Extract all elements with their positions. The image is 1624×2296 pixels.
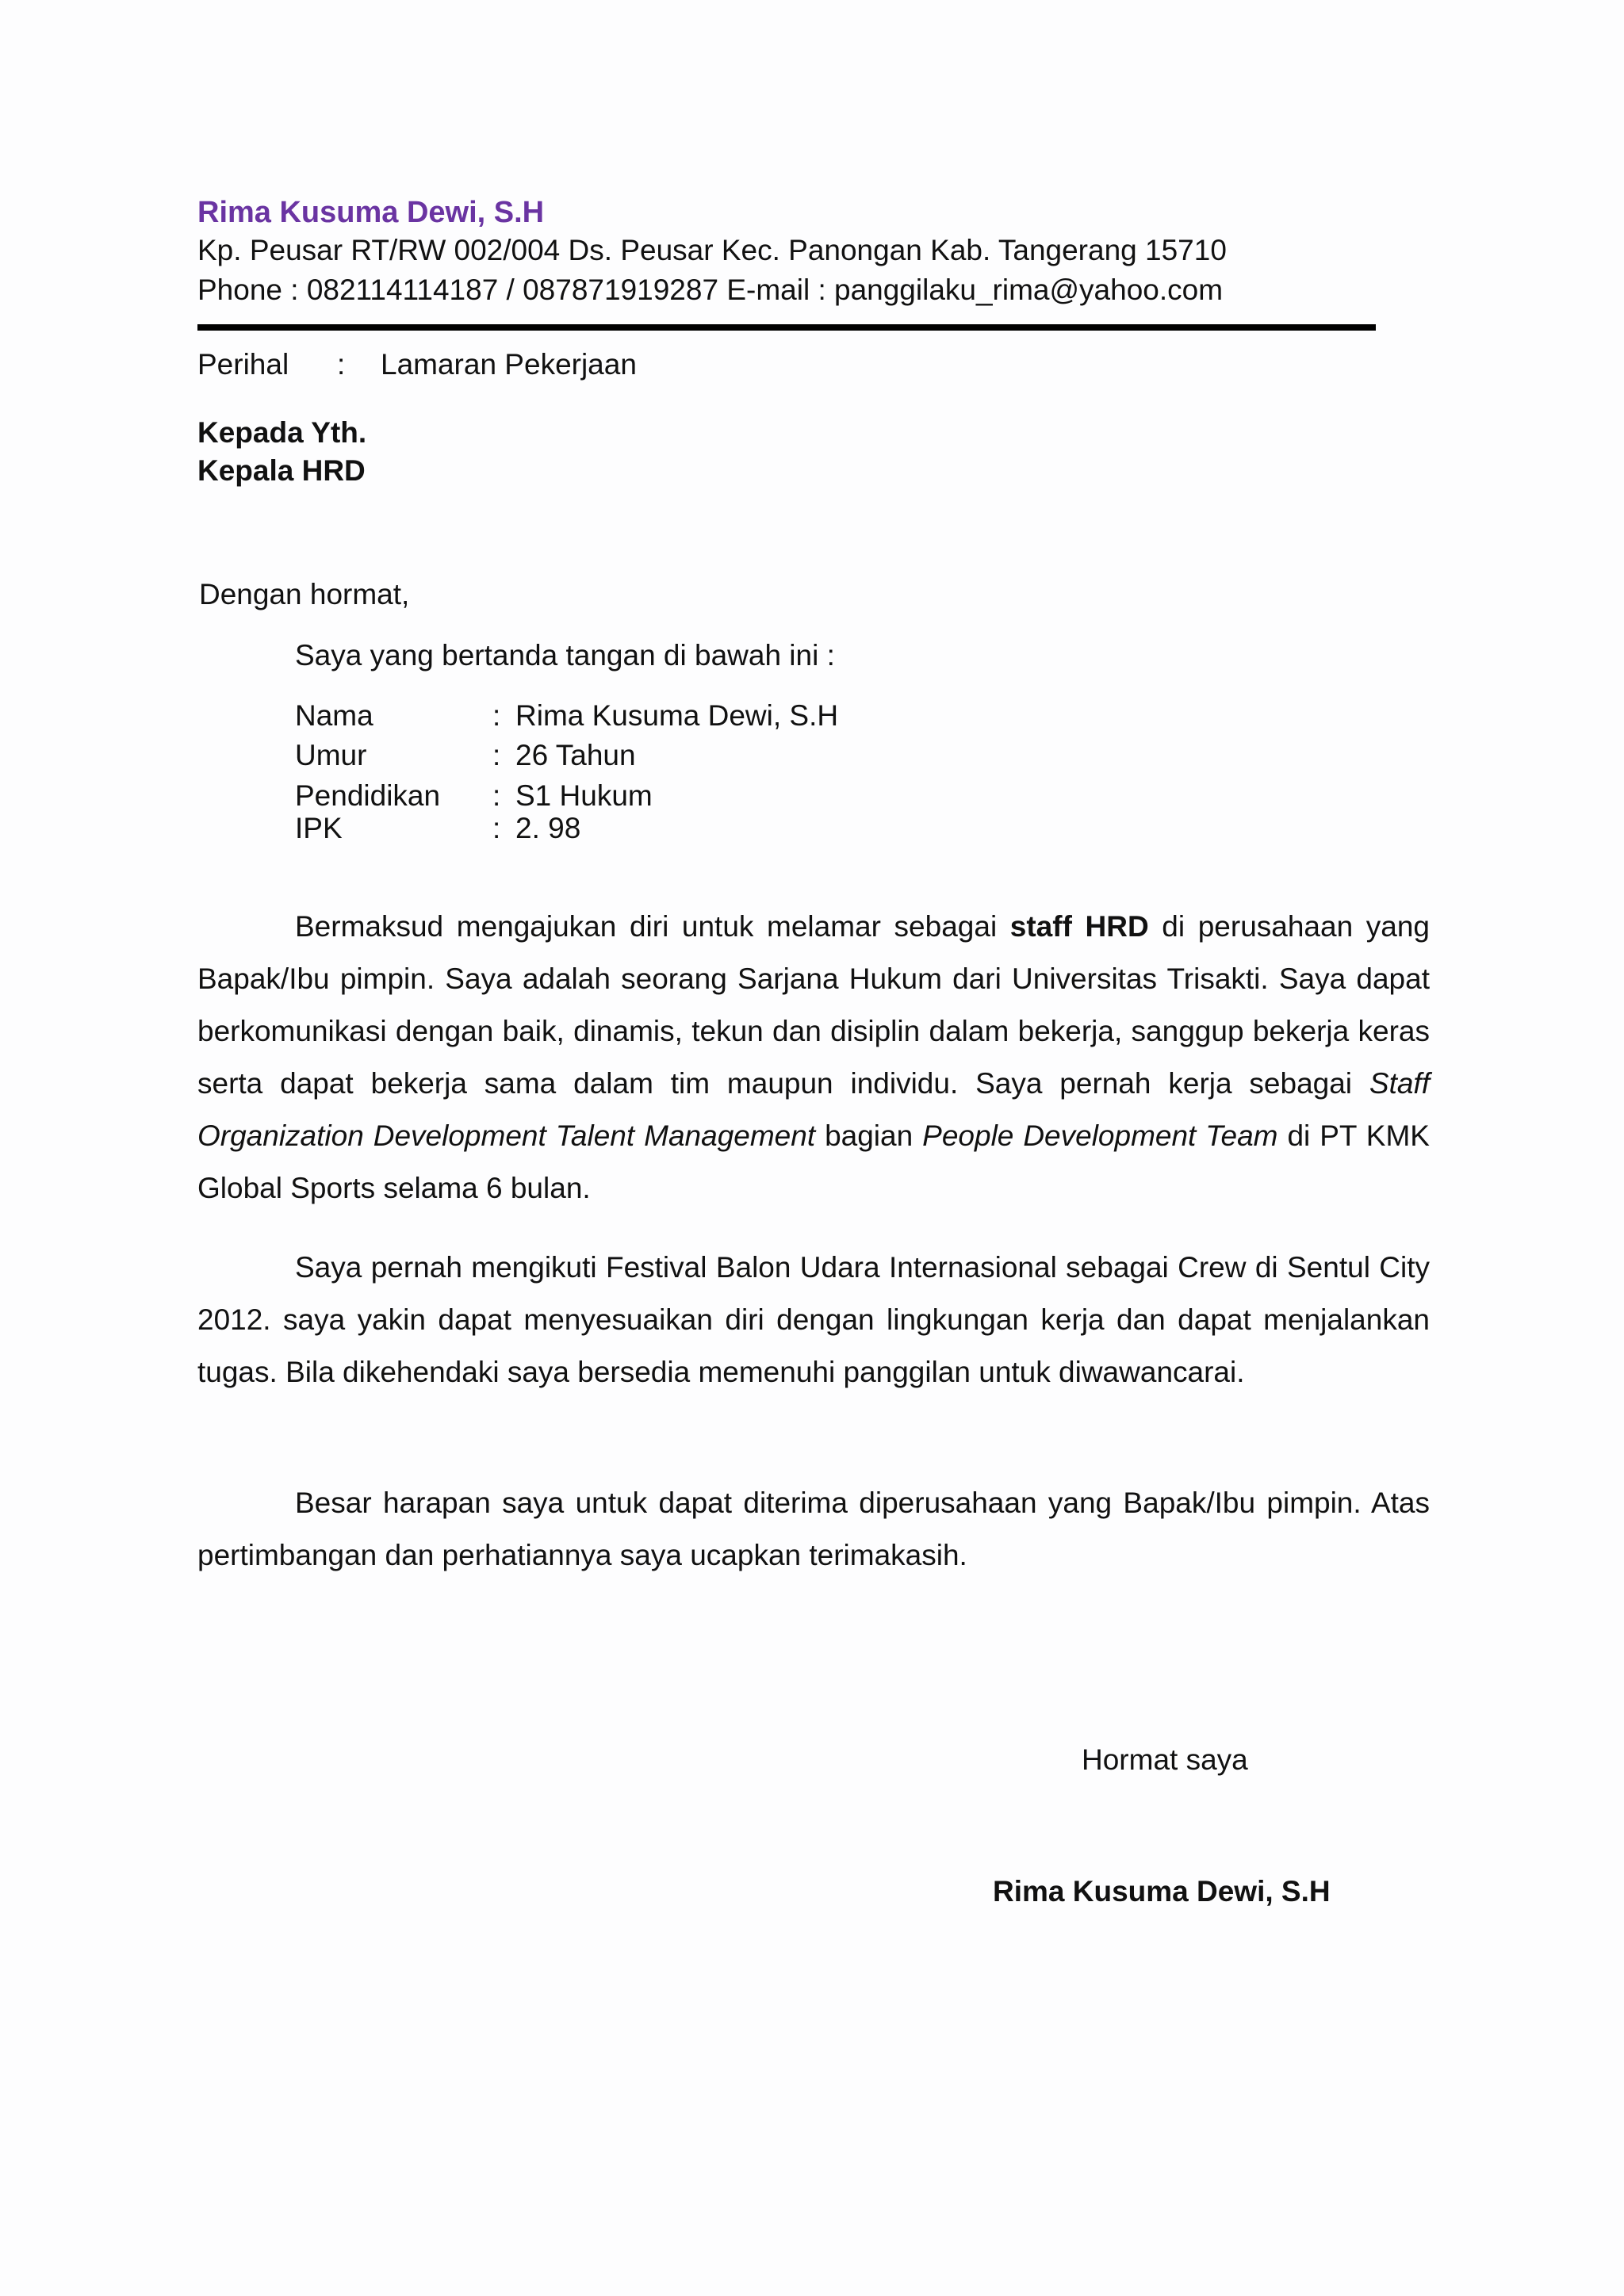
body-paragraph-3: Besar harapan saya untuk dapat diterima diperusahaan yang Bapak/Ibu pimpin. Atas pertimbangan dan perhatiannya saya ucapkan terimakasih. (197, 1487, 1430, 1571)
job-title-italic: Staff Organization Development Talent Management (197, 1067, 1430, 1152)
subject-colon: : (337, 348, 346, 381)
detail-value-education: S1 Hukum (515, 779, 653, 812)
detail-value-age: 26 Tahun (515, 739, 636, 771)
signature-name: Rima Kusuma Dewi, S.H (993, 1875, 1331, 1908)
recipient-line-1: Kepada Yth. (197, 416, 367, 449)
detail-label-gpa: IPK (295, 812, 343, 844)
detail-label-age: Umur (295, 739, 367, 771)
position-highlight: staff HRD (1009, 910, 1149, 943)
header-divider (197, 324, 1376, 331)
detail-label-name: Nama (295, 699, 373, 732)
closing-phrase: Hormat saya (1082, 1743, 1248, 1776)
sender-name: Rima Kusuma Dewi, S.H (197, 196, 545, 229)
detail-colon: : (492, 812, 501, 844)
detail-value-gpa: 2. 98 (515, 812, 581, 844)
team-name-italic: People Development Team (922, 1119, 1278, 1152)
sender-contact: Phone : 082114114187 / 087871919287 E-mail : panggilaku_rima@yahoo.com (197, 274, 1224, 306)
body-paragraph-1: Bermaksud mengajukan diri untuk melamar sebagai staff HRD di perusahaan yang Bapak/Ibu pimpin. Saya adalah seorang Sarjana Hukum dari Universitas Trisakti. Saya dapat berkomunikasi dengan baik, dinamis, tekun dan disiplin dalam bekerja, sanggup bekerja keras serta dapat bekerja sama dalam tim maupun individu. Saya pernah kerja sebagai Staff Organization Development Talent Management bagian People Development Team di PT KMK Global Sports selama 6 bulan. (197, 910, 1431, 1204)
intro-line: Saya yang bertanda tangan di bawah ini : (295, 639, 835, 672)
detail-colon: : (492, 739, 501, 771)
detail-colon: : (492, 779, 501, 812)
detail-value-name: Rima Kusuma Dewi, S.H (515, 699, 839, 732)
subject-value: Lamaran Pekerjaan (381, 348, 637, 381)
recipient-line-2: Kepala HRD (197, 454, 366, 487)
detail-label-education: Pendidikan (295, 779, 441, 812)
subject-label: Perihal (197, 348, 289, 381)
salutation: Dengan hormat, (199, 578, 410, 610)
detail-colon: : (492, 699, 501, 732)
sender-address: Kp. Peusar RT/RW 002/004 Ds. Peusar Kec. Panongan Kab. Tangerang 15710 (197, 234, 1227, 266)
body-paragraph-2: Saya pernah mengikuti Festival Balon Udara Internasional sebagai Crew di Sentul City 2012. saya yakin dapat menyesuaikan diri dengan lingkungan kerja dan dapat menjalankan tugas. Bila dikehendaki saya bersedia memenuhi panggilan untuk diwawancarai. (197, 1251, 1430, 1388)
